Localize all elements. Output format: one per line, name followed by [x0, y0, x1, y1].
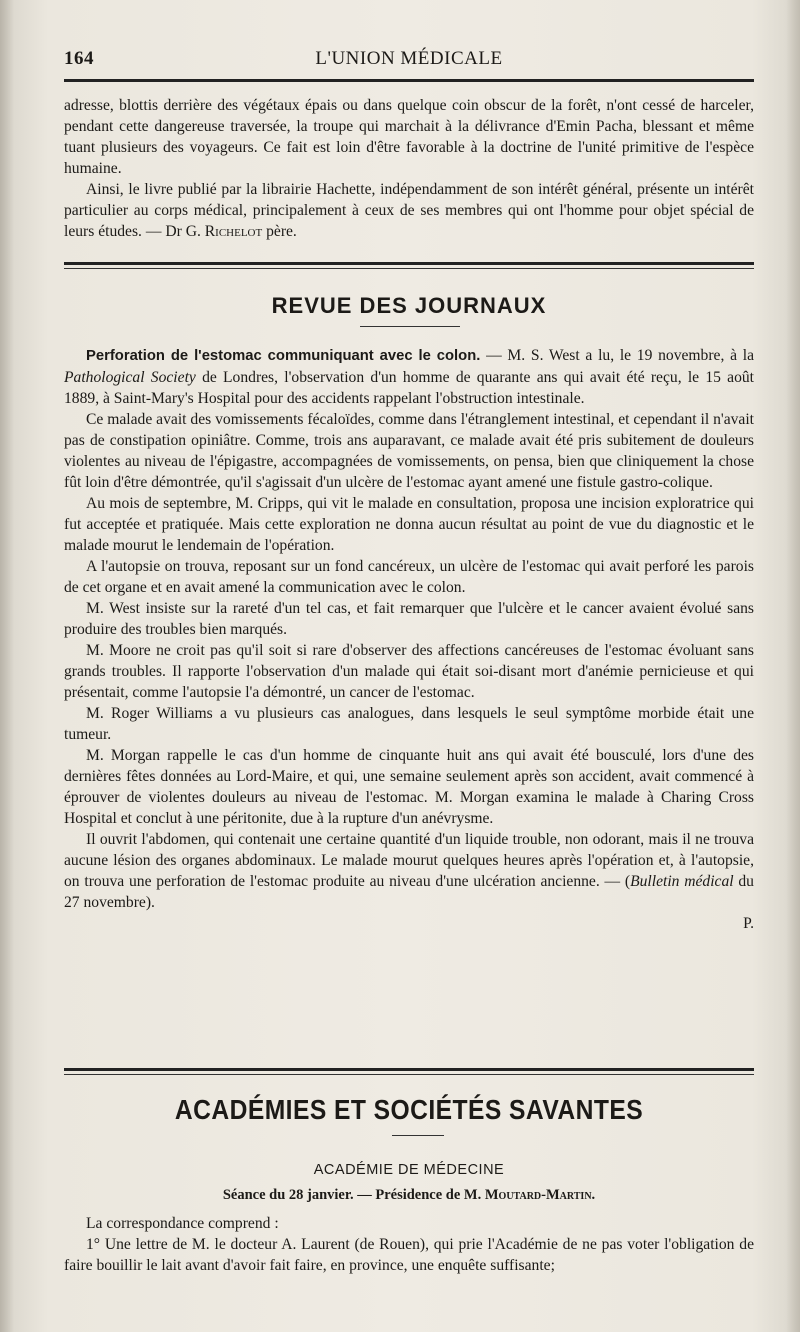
seance-text: Séance du 28 janvier. — Présidence de M. — [222, 1187, 485, 1203]
revue-paragraph-4: A l'autopsie on trouva, reposant sur un fond cancéreux, un ulcère de l'estomac qui avait perforé les parois de cet organe et en avait amené la communication avec le colon. — [64, 558, 754, 596]
revue-paragraph-5: M. West insiste sur la rareté d'un tel cas, et fait remarquer que l'ulcère et le cancer avaient évolué sans produire des troubles bien marqués. — [64, 600, 754, 638]
revue-paragraph-1-end: de Londres, l'observation d'un homme de quarante ans qui avait été reçu, le 15 août 1889, à Saint-Mary's Hospital pour des accidents rappelant l'obstruction intestinale. — [64, 369, 755, 407]
academies-title: ACADÉMIES ET SOCIÉTÉS SAVANTES — [174, 1094, 644, 1125]
revue-paragraph-1 — [64, 345, 754, 409]
academies-text — [64, 1213, 754, 1276]
seance-end: . — [591, 1187, 596, 1203]
revue-paragraph-3: Au mois de septembre, M. Cripps, qui vit le malade en consultation, proposa une incision exploratrice qui fut acceptée et pratiquée. Mais cette exploration ne donna aucun résultat au point de vue du diagnostic et le malade mourut le lendemain de l'opération. — [64, 495, 754, 554]
article-headline: Perforation de l'estomac communiquant avec le colon. — [86, 348, 481, 364]
article-signature: P. — [743, 915, 754, 932]
revue-paragraph-6: M. Moore ne croit pas qu'il soit si rare d'observer des affections cancéreuses de l'estomac évoluant sans grands troubles. Il rapporte l'observation d'un malade qui était soi-disant mort d'anémie pernicieuse et qui présentait, comme l'autopsie l'a démontré, un cancer de l'estomac. — [64, 642, 754, 701]
intro-paragraph-2-end: père. — [262, 223, 297, 240]
page-number: 164 — [64, 48, 94, 69]
revue-paragraph-9-end: du 27 novembre). — [64, 873, 754, 911]
revue-text — [64, 345, 754, 934]
section-rule-top — [64, 262, 754, 265]
revue-paragraph-9-text: Il ouvrit l'abdomen, qui contenait une certaine quantité d'un liquide trouble, non odorant, mais il ne trouva aucune lésion des organes abdominaux. Le malade mourut quelques heures après l'opération et, à l'autopsie, on trouva une perforation de l'estomac produite au niveau d'une ulcération ancienne. — ( — [64, 831, 754, 890]
section-rule-top-thin — [64, 268, 754, 269]
page-edge-left — [0, 0, 14, 1332]
academie-subtitle: ACADÉMIE DE MÉDECINE — [313, 1162, 505, 1178]
revue-paragraph-8: M. Morgan rappelle le cas d'un homme de cinquante huit ans qui avait été bousculé, lors d'une des dernières fêtes données au Lord-Maire, et qui, une semaine seulement après son accident, avait commencé à éprouver de violentes douleurs au niveau de l'estomac. M. Morgan examina le malade à Charing Cross Hospital et conclut à une péritonite, due à la rupture d'un anévrysme. — [64, 747, 754, 827]
academies-title-underline — [392, 1135, 444, 1136]
revue-paragraph-9 — [64, 829, 754, 913]
seance-line — [64, 1187, 754, 1204]
revue-title: REVUE DES JOURNAUX — [271, 293, 547, 318]
intro-text — [64, 95, 754, 242]
header-rule — [64, 79, 754, 82]
president-name: Moutard-Martin — [484, 1187, 592, 1203]
intro-paragraph-2-text: Ainsi, le livre publié par la librairie Hachette, indépendamment de son intérêt général, présente un intérêt particulier au corps médical, principalement à ceux de ses membres qui ont l'homme pour objet spécial de leurs études. — Dr G. — [64, 181, 754, 240]
academies-paragraph-1: La correspondance comprend : — [86, 1215, 279, 1232]
running-title: L'UNION MÉDICALE — [315, 48, 503, 69]
society-name: Pathological Society — [64, 369, 196, 386]
page-edge-right — [786, 0, 800, 1332]
revue-paragraph-2: Ce malade avait des vomissements fécaloïdes, comme dans l'étranglement intestinal, et cependant il n'avait pas de constipation opiniâtre. Comme, trois ans auparavant, ce malade avait été pris subitement de douleurs violentes au niveau de l'épigastre, accompagnées de vomissements, on pensa, bien que cliniquement la chose fût loin d'être démontrée, qu'il s'agissait d'un ulcère de l'estomac ayant amené une fistule gastro-colique. — [64, 411, 754, 491]
intro-paragraph-1: adresse, blottis derrière des végétaux épais ou dans quelque coin obscur de la forêt, n'ont cessé de harceler, pendant cette dangereuse traversée, la troupe qui marchait à la délivrance d'Emin Pacha, blessant et même tuant plusieurs des voyageurs. Ce fait est loin d'être favorable à la doctrine de l'unité primitive de l'espèce humaine. — [64, 97, 754, 177]
section-rule-middle — [64, 1068, 754, 1071]
academies-paragraph-2: 1° Une lettre de M. le docteur A. Laurent (de Rouen), qui prie l'Académie de ne pas voter l'obligation de faire bouillir le lait avant d'avoir fait faire, en province, une enquête suffisante; — [64, 1236, 754, 1274]
author-name: Richelot — [204, 223, 263, 240]
revue-paragraph-7: M. Roger Williams a vu plusieurs cas analogues, dans lesquels le seul symptôme morbide était une tumeur. — [64, 705, 754, 743]
source-name: Bulletin médical — [630, 873, 734, 890]
page-header — [64, 44, 754, 74]
intro-paragraph-2 — [64, 179, 754, 242]
revue-title-underline — [360, 326, 460, 327]
section-rule-middle-thin — [64, 1074, 754, 1075]
revue-paragraph-1-text: — M. S. West a lu, le 19 novembre, à la — [480, 347, 754, 364]
